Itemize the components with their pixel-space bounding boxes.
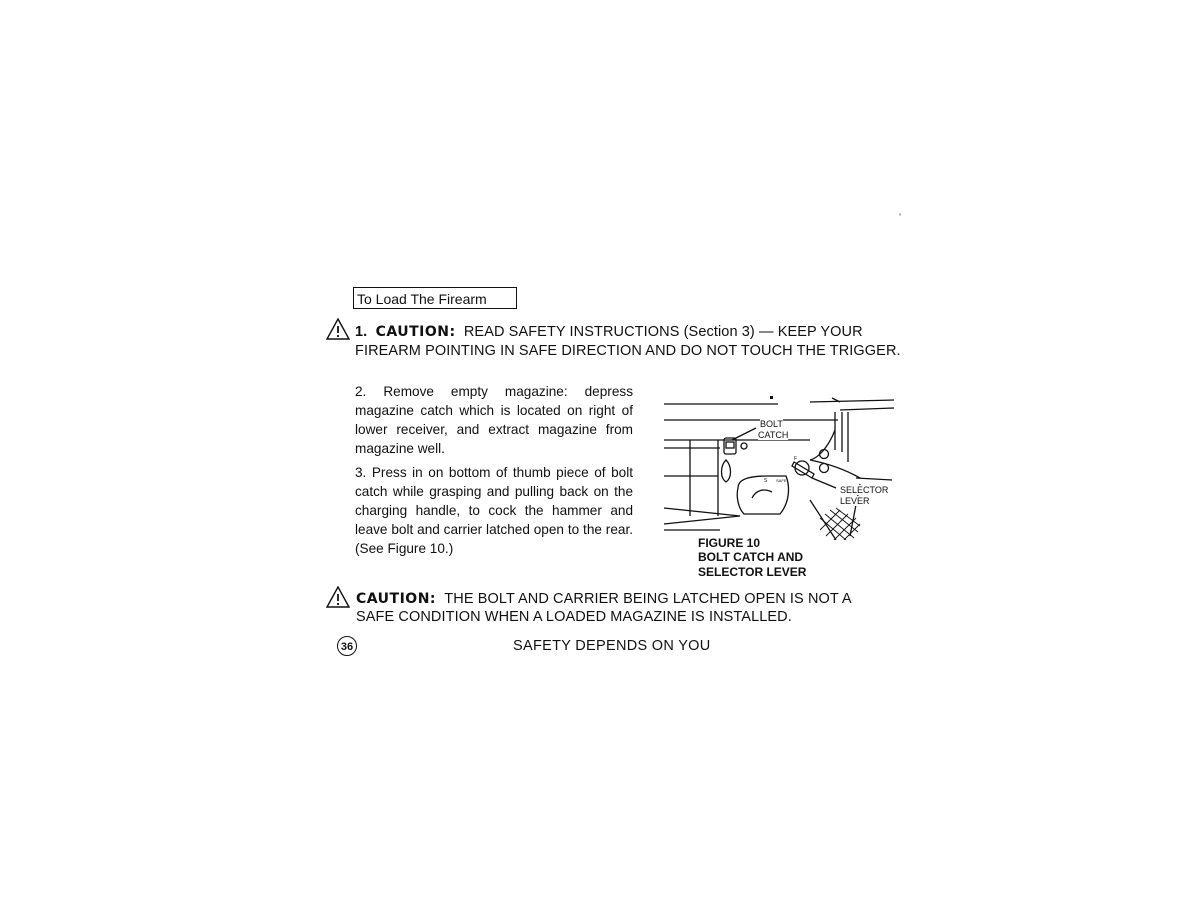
step1-text-line2: FIREARM POINTING IN SAFE DIRECTION AND DO NOT TOUCH THE TRIGGER. <box>355 343 901 359</box>
stray-mark: ’ <box>899 212 901 222</box>
warning-triangle-icon <box>326 586 350 608</box>
bolt-catch-figure <box>660 390 900 540</box>
caution2-line1 <box>356 591 852 607</box>
step3-paragraph: 3. Press in on bottom of thumb piece of bolt catch while grasping and pulling back on the charging handle, to cock the hammer and leave bolt and carrier latched open to the rear. (See Figure 10.) <box>355 465 633 556</box>
section-title: To Load The Firearm <box>353 287 517 309</box>
marking-s: S <box>764 478 768 484</box>
figure-caption-line1: FIGURE 10 <box>698 536 761 550</box>
caution2-text-line1: THE BOLT AND CARRIER BEING LATCHED OPEN IS NOT A <box>444 591 852 607</box>
step1-line1 <box>355 324 863 340</box>
figure-caption-line2: BOLT CATCH AND <box>698 550 804 564</box>
caution2-keyword: CAUTION: <box>356 591 437 607</box>
figure-caption-line3: SELECTOR LEVER <box>698 565 807 579</box>
step1-caution-keyword: CAUTION: <box>375 324 456 340</box>
bolt-catch-callout-line2: CATCH <box>758 430 789 440</box>
marking-safe: SAFE <box>776 478 787 483</box>
bolt-catch-callout-line1: BOLT <box>760 419 783 429</box>
page-number: 36 <box>337 636 357 656</box>
marking-f: F <box>794 456 798 462</box>
selector-callout-line1: SELECTOR <box>840 485 889 495</box>
footer-text: SAFETY DEPENDS ON YOU <box>513 638 711 654</box>
step1-number: 1. <box>355 324 368 340</box>
selector-callout-line2: LEVER <box>840 496 870 506</box>
step2-paragraph: 2. Remove empty magazine: depress magazine catch which is located on right of lower receiver, and extract magazine from magazine well. <box>355 384 633 456</box>
warning-triangle-icon <box>326 318 350 340</box>
caution2-text-line2: SAFE CONDITION WHEN A LOADED MAGAZINE IS INSTALLED. <box>356 609 792 625</box>
step1-text-line1: READ SAFETY INSTRUCTIONS (Section 3) — KEEP YOUR <box>463 324 863 340</box>
